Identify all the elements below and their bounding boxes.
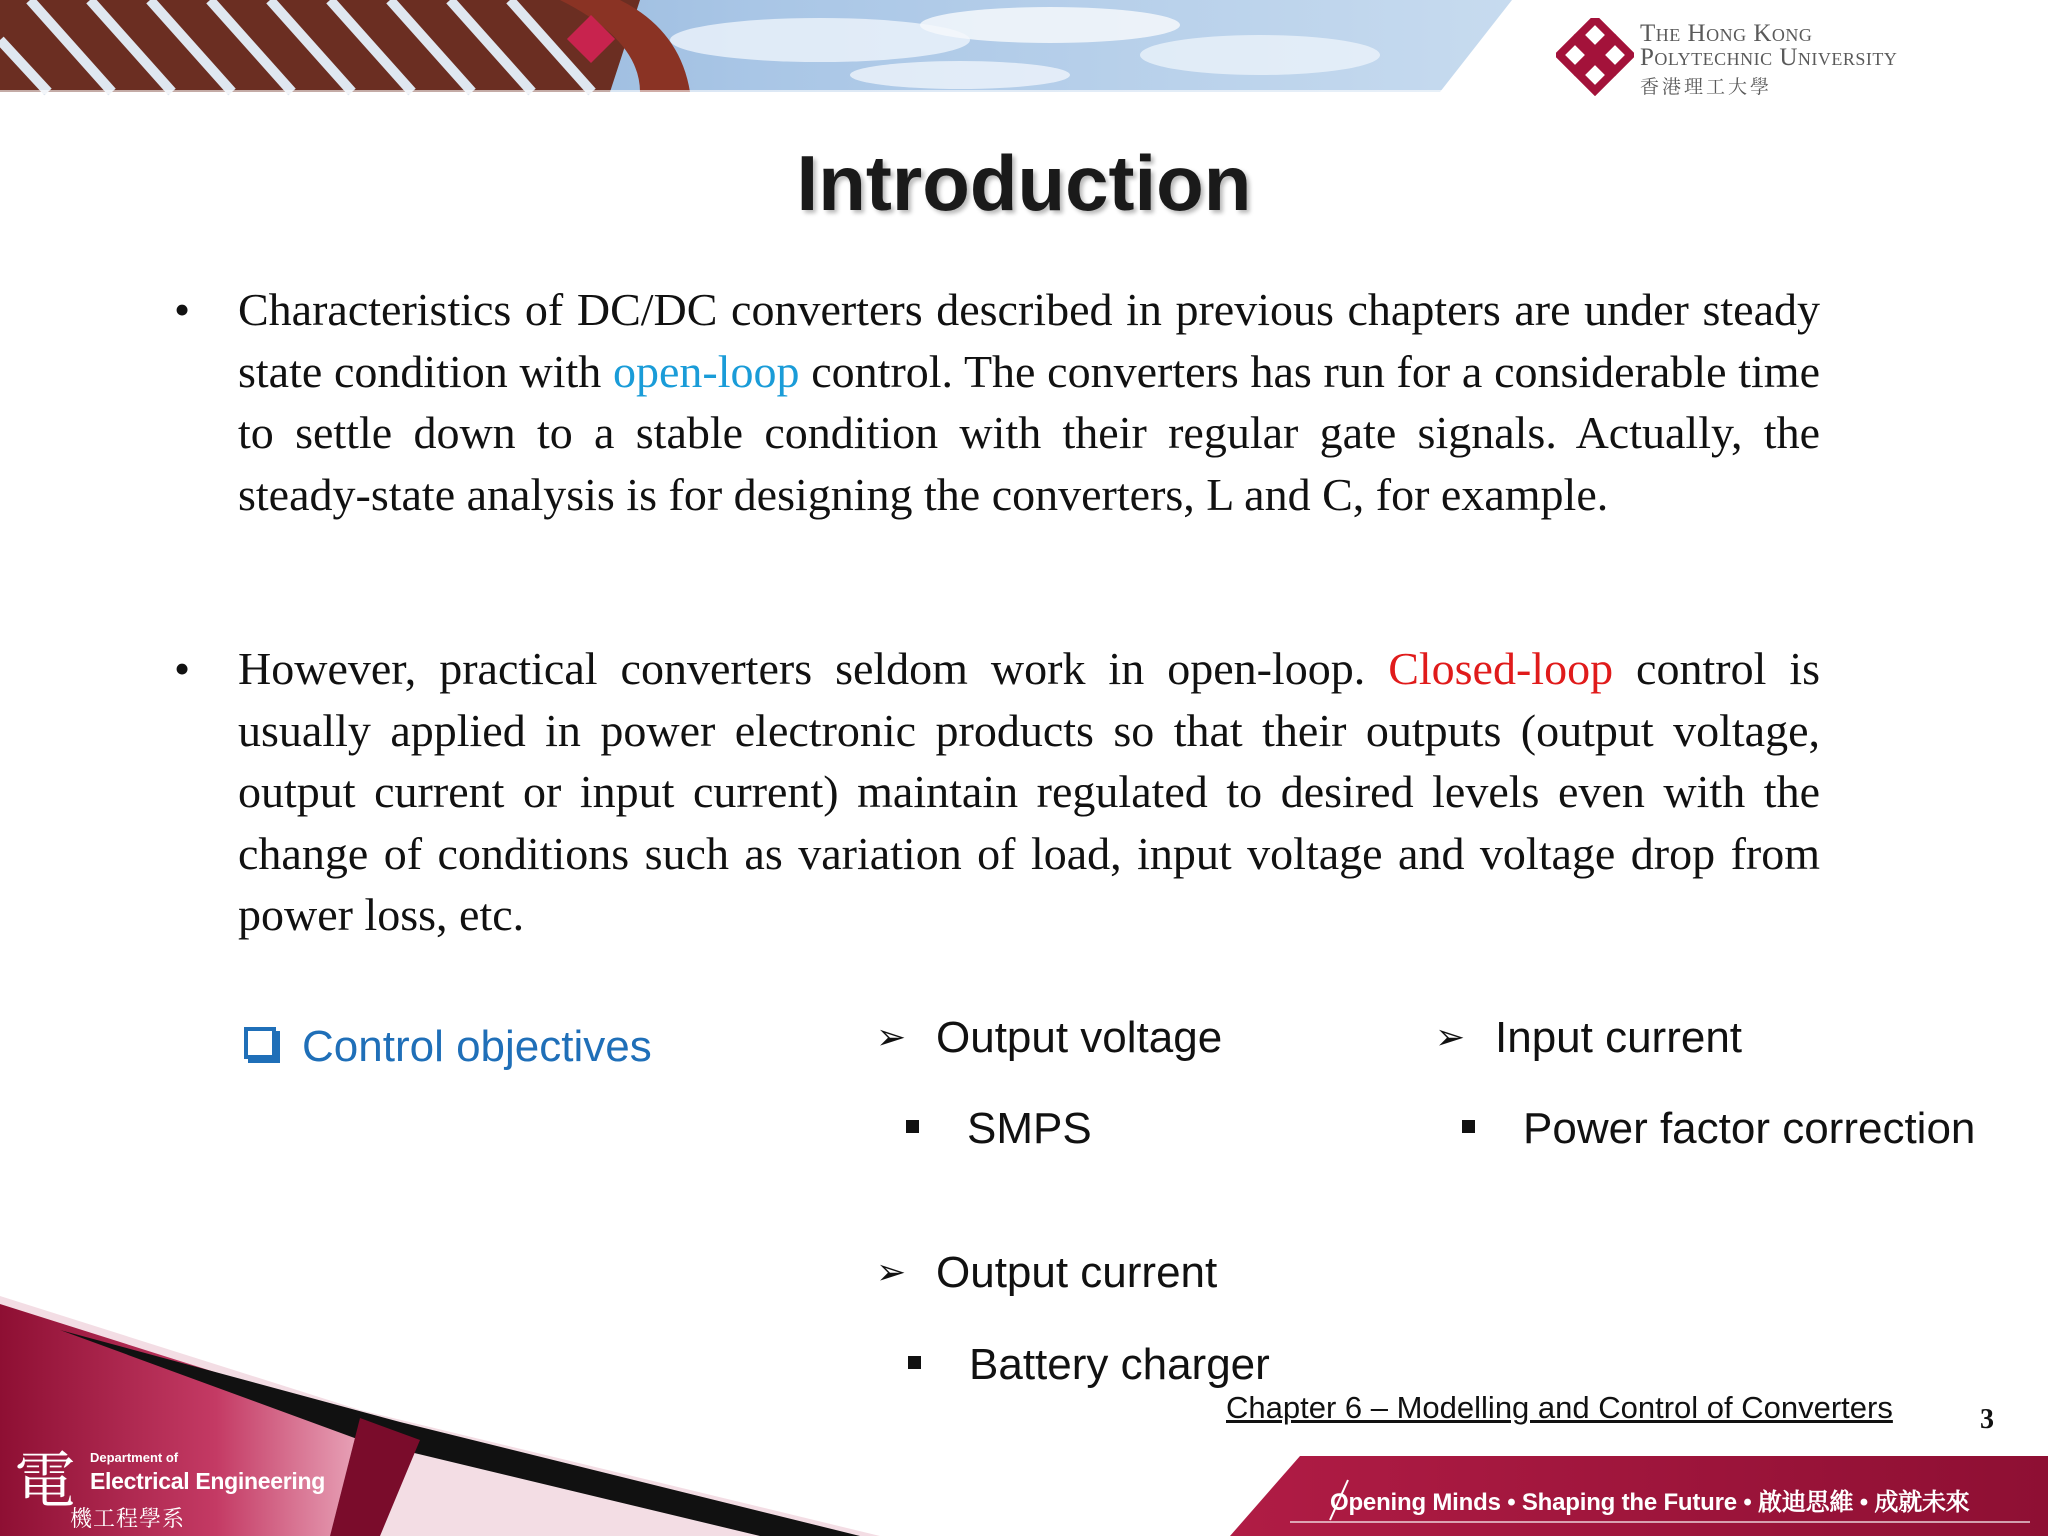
chapter-title: Chapter 6 – Modelling and Control of Converters bbox=[1226, 1390, 1893, 1425]
arrow-bullet-icon: ➢ bbox=[876, 1017, 907, 1058]
department-name: Electrical Engineering bbox=[90, 1468, 325, 1494]
square-bullet-icon bbox=[1462, 1120, 1475, 1133]
department-logo-char: 電 bbox=[14, 1444, 77, 1517]
objective-label: Input current bbox=[1495, 1013, 1743, 1062]
objective-label: Output current bbox=[936, 1248, 1218, 1297]
application-power-factor-correction bbox=[1462, 1104, 1975, 1154]
square-bullet-icon bbox=[906, 1120, 919, 1133]
open-loop-highlight: open-loop bbox=[613, 345, 800, 397]
university-slogan: Opening Minds • Shaping the Future • 啟迪思維 • 成就未來 bbox=[1330, 1489, 1970, 1516]
paragraph-2-text bbox=[238, 638, 1820, 946]
department-name-chinese: 機工程學系 bbox=[70, 1507, 186, 1532]
application-label: SMPS bbox=[967, 1104, 1092, 1153]
bullet: • bbox=[174, 284, 191, 335]
closed-loop-highlight: Closed-loop bbox=[1388, 643, 1614, 694]
department-of-label: Department of bbox=[90, 1450, 179, 1465]
page-number: 3 bbox=[1980, 1404, 1994, 1435]
checkbox-bullet-icon bbox=[244, 1027, 276, 1059]
application-smps bbox=[906, 1104, 1092, 1154]
header-photo bbox=[0, 0, 1512, 92]
university-name-line2: Polytechnic University bbox=[1640, 44, 1898, 71]
arrow-bullet-icon: ➢ bbox=[876, 1252, 907, 1293]
objective-input-current bbox=[1435, 1013, 1742, 1063]
paragraph-1-text bbox=[238, 279, 1820, 525]
application-label: Battery charger bbox=[969, 1340, 1270, 1389]
polyu-logo-icon bbox=[1556, 18, 1634, 96]
bullet: • bbox=[174, 643, 191, 694]
department-logo bbox=[14, 1444, 325, 1532]
paragraph-1-part-a: Characteristics of DC/DC converters described in previous chapters are under steady state condition with bbox=[238, 284, 1820, 397]
university-logo bbox=[1556, 14, 1996, 100]
application-label: Power factor correction bbox=[1523, 1104, 1976, 1153]
control-objectives-heading bbox=[244, 1022, 652, 1072]
objective-label: Output voltage bbox=[936, 1013, 1223, 1062]
paragraph-2-part-b: control is usually applied in power electronic products so that their outputs (output voltage, output current or input current) maintain regulated to desired levels even with the change of conditions such as variation of load, input voltage and voltage drop from power loss, etc. bbox=[238, 643, 1821, 940]
paragraph-1-part-b: control. The converters has run for a considerable time to settle down to a stable condition with their regular gate signals. Actually, the steady-state analysis is for designing the converters, L and C, for example. bbox=[238, 345, 1820, 520]
objective-output-voltage bbox=[876, 1013, 1222, 1063]
control-objectives-label: Control objectives bbox=[302, 1022, 652, 1071]
arrow-bullet-icon: ➢ bbox=[1435, 1017, 1466, 1058]
university-name-chinese: 香港理工大學 bbox=[1640, 76, 1773, 98]
paragraph-2 bbox=[174, 638, 1820, 946]
university-name-line1: The Hong Kong bbox=[1640, 20, 1813, 47]
paragraph-1 bbox=[174, 279, 1820, 525]
paragraph-2-part-a: However, practical converters seldom work in open-loop. bbox=[238, 643, 1389, 694]
slide-title: Introduction bbox=[796, 139, 1252, 227]
